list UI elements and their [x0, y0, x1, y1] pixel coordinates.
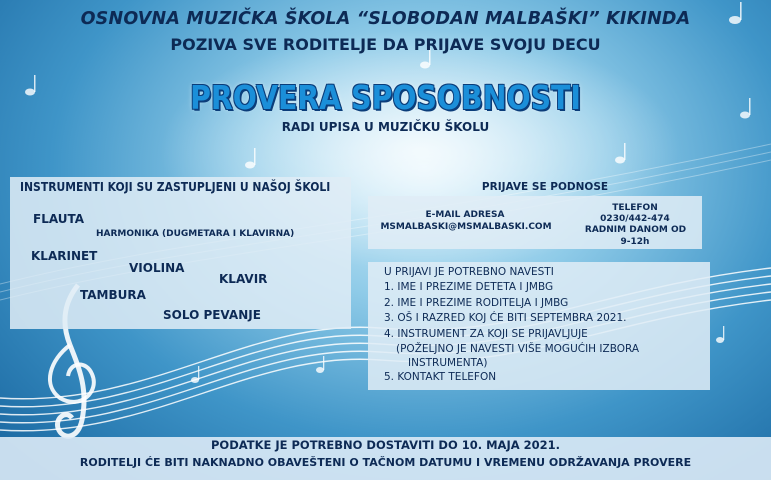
school-name-heading: OSNOVNA MUZIČKA ŠKOLA “SLOBODAN MALBAŠKI” KIKINDA — [80, 9, 691, 29]
page-subtitle: RADI UPISA U MUZIČKU ŠKOLU — [281, 120, 490, 134]
list-item: 3. OŠ I RAZRED KOJ ĆE BITI SEPTEMBRA 2021. — [384, 312, 627, 325]
instrument-solo-pevanje: SOLO PEVANJE — [163, 308, 261, 322]
list-item: (POŽELJNO JE NAVESTI VIŠE MOGUĆIH IZBORA — [396, 343, 640, 356]
list-item: 1. IME I PREZIME DETETA I JMBG — [384, 281, 554, 294]
instrument-violina: VIOLINA — [129, 261, 185, 275]
list-item: 2. IME I PREZIME RODITELJA I JMBG — [384, 296, 569, 309]
phone-number[interactable]: 0230/442-474 — [600, 214, 670, 224]
list-item: INSTRUMENTA) — [408, 357, 488, 370]
page-title: PROVERA SPOSOBNOSTI — [190, 78, 581, 117]
instrument-klavir: KLAVIR — [219, 272, 268, 286]
notice-text: RODITELJI ĆE BITI NAKNADNO OBAVEŠTENI O TAČNOM DATUMU I VREMENU ODRŽAVANJA PROVERE — [79, 456, 692, 469]
list-item: 5. KONTAKT TELEFON — [384, 371, 497, 384]
email-label: E-MAIL ADRESA — [425, 210, 505, 220]
requirements-list — [384, 265, 704, 386]
working-hours-label: RADNIM DANOM OD — [584, 225, 687, 235]
working-hours: 9-12h — [620, 237, 650, 247]
deadline-text: PODATKE JE POTREBNO DOSTAVITI DO 10. MAJA 2021. — [210, 438, 561, 452]
applications-heading: PRIJAVE SE PODNOSE — [481, 181, 609, 193]
list-item: 4. INSTRUMENT ZA KOJI SE PRIJAVLJUJE — [384, 327, 588, 340]
instrument-harmonika: HARMONIKA (DUGMETARA I KLAVIRNA) — [96, 229, 295, 239]
invite-heading: POZIVA SVE RODITELJE DA PRIJAVE SVOJU DECU — [170, 35, 601, 54]
email-address[interactable]: MSMALBASKI@MSMALBASKI.COM — [380, 222, 552, 232]
instruments-heading: INSTRUMENTI KOJI SU ZASTUPLJENI U NAŠOJ ŠKOLI — [20, 180, 331, 194]
instrument-flauta: FLAUTA — [33, 212, 85, 226]
instrument-tambura: TAMBURA — [80, 288, 146, 302]
phone-label: TELEFON — [612, 203, 658, 213]
instrument-klarinet: KLARINET — [31, 249, 98, 263]
requirements-intro: U PRIJAVI JE POTREBNO NAVESTI — [384, 266, 554, 278]
